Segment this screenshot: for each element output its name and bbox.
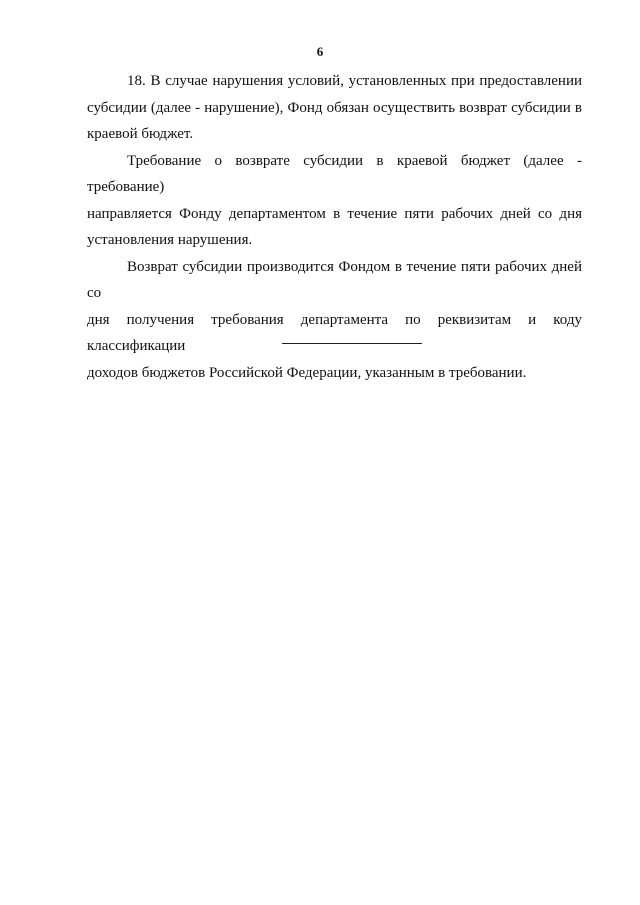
- paragraph-line: 18. В случае нарушения условий, установленных при предоставлении: [127, 73, 582, 89]
- page-number: 6: [316, 44, 324, 59]
- paragraph-line: дня получения требования департамента по реквизитам и коду классификации: [87, 311, 582, 354]
- paragraph-line: краевой бюджет.: [87, 126, 194, 142]
- paragraph-line: субсидии (далее - нарушение), Фонд обязан осуществить возврат субсидии в: [87, 99, 582, 116]
- document-body: [87, 68, 582, 386]
- paragraph-18: [87, 68, 582, 148]
- end-separator-line: [282, 343, 422, 344]
- paragraph-refund: [87, 254, 582, 387]
- paragraph-line: доходов бюджетов Российской Федерации, указанным в требовании.: [87, 364, 527, 381]
- paragraph-requirement: [87, 148, 582, 254]
- paragraph-line: Возврат субсидии производится Фондом в течение пяти рабочих дней со: [87, 258, 582, 301]
- paragraph-line: направляется Фонду департаментом в течение пяти рабочих дней со дня: [87, 205, 582, 222]
- paragraph-line: установления нарушения.: [87, 232, 253, 248]
- paragraph-line: Требование о возврате субсидии в краевой бюджет (далее - требование): [87, 152, 582, 195]
